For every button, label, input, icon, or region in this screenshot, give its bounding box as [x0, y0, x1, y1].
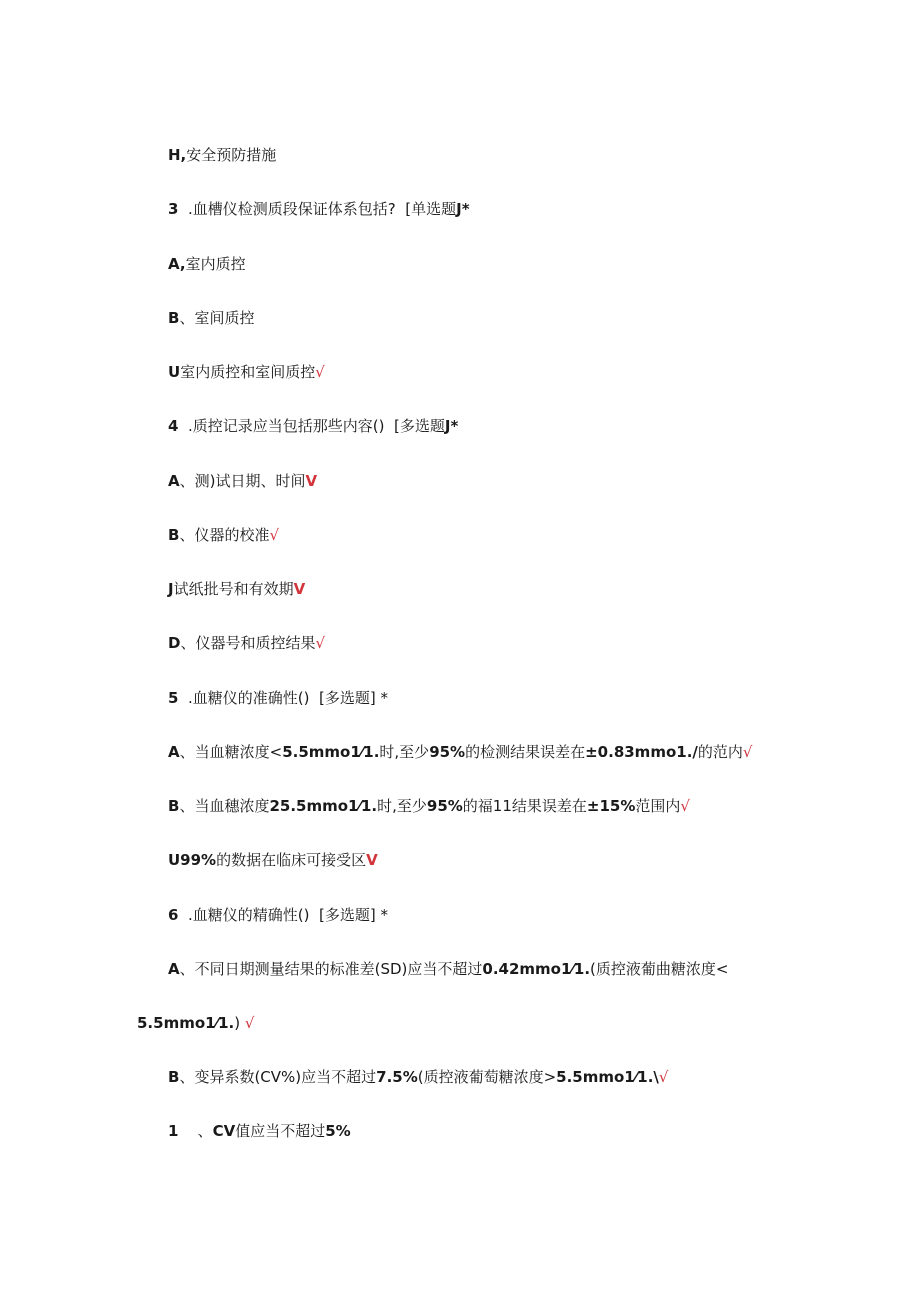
option-b [168, 1067, 668, 1087]
option-value: 5% [325, 1122, 351, 1140]
question-type-suffix: J* [444, 417, 459, 435]
option-text: 的检测结果误差在 [465, 743, 586, 761]
option-text: 的福11结果误差在 [462, 797, 587, 815]
option-prefix: B [168, 309, 180, 327]
option-prefix: U [168, 363, 181, 381]
option-number: 1 [168, 1122, 179, 1140]
option-text: 、测)试日期、时间 [179, 472, 306, 490]
option-c [168, 579, 305, 599]
option-value: 5.5mmo1⁄1.\ [556, 1068, 659, 1086]
option-a [168, 471, 317, 491]
check-mark-icon: √ [680, 797, 690, 815]
option-text: (质控液葡萄糖浓度> [417, 1068, 557, 1086]
option-d [168, 633, 325, 653]
option-value: ±0.83mmo1./ [585, 743, 698, 761]
option-prefix: U99% [168, 851, 217, 869]
option-value: 95% [426, 797, 463, 815]
option-h [168, 145, 276, 165]
option-text: 、室间质控 [179, 309, 255, 327]
option-text: (质控液葡曲糖浓度< [590, 960, 729, 978]
option-prefix: J [168, 580, 174, 598]
option-value: 25.5mmo1⁄1. [269, 797, 378, 815]
question-number: 4 [168, 417, 179, 435]
check-mark-icon: √ [658, 1068, 669, 1086]
check-mark-icon: √ [315, 363, 325, 381]
question-number: 5 [168, 689, 179, 707]
question-type: [单选题 [405, 200, 457, 218]
question-6 [168, 905, 388, 925]
question-number: 3 [168, 200, 179, 218]
check-mark-icon: √ [742, 743, 753, 761]
option-c [168, 850, 378, 870]
option-value: 5.5mmo1⁄1. [137, 1014, 235, 1032]
option-prefix: A [168, 743, 180, 761]
question-type: [多选题] * [319, 689, 389, 707]
option-value: 0.42mmo1⁄1. [482, 960, 591, 978]
option-prefix: B [168, 1068, 180, 1086]
option-text: 安全预防措施 [186, 146, 277, 164]
option-text: 时,至少 [379, 743, 430, 761]
option-value: CV [212, 1122, 236, 1140]
check-mark-icon: √ [315, 634, 326, 652]
option-value: 5.5mmo1⁄1. [282, 743, 380, 761]
option-text: 范围内 [635, 797, 681, 815]
option-text: 、不同日期测量结果的标准差(SD)应当不超过 [179, 960, 483, 978]
check-mark-icon: V [366, 851, 378, 869]
option-a-continued [137, 1013, 254, 1033]
option-text: ) [234, 1014, 241, 1032]
check-mark-icon: V [293, 580, 306, 598]
option-prefix: A [168, 960, 180, 978]
option-text: 的数据在临床可接受区 [216, 851, 367, 869]
option-a [168, 742, 752, 762]
check-mark-icon: √ [269, 526, 280, 544]
question-text: .质控记录应当包括那些内容() [188, 417, 385, 435]
option-text: 室内质控和室间质控 [180, 363, 316, 381]
option-prefix: H, [168, 146, 187, 164]
option-prefix: A [168, 472, 180, 490]
option-value: ±15% [586, 797, 636, 815]
option-text: 试纸批号和有效期 [173, 580, 294, 598]
option-a [168, 959, 728, 979]
question-4 [168, 416, 458, 436]
option-text: 、当血穗浓度 [179, 797, 270, 815]
option-text: 、仪器的校准 [179, 526, 270, 544]
option-text: 室内质控 [185, 255, 246, 273]
question-type: [多选题] * [319, 906, 389, 924]
option-1 [168, 1121, 351, 1141]
option-b [168, 796, 690, 816]
option-prefix: B [168, 526, 180, 544]
question-5 [168, 688, 388, 708]
question-type: [多选题 [394, 417, 445, 435]
check-mark-icon: V [305, 472, 318, 490]
option-text: 的范内 [697, 743, 743, 761]
option-a [168, 254, 246, 274]
option-value: 7.5% [376, 1068, 418, 1086]
question-text: .血糖仪的精确性() [188, 906, 310, 924]
option-text: 值应当不超过 [235, 1122, 326, 1140]
option-text: 、变异系数(CV%)应当不超过 [179, 1068, 377, 1086]
option-b [168, 308, 254, 328]
question-number: 6 [168, 906, 179, 924]
question-type-suffix: J* [456, 200, 470, 218]
question-text: .血糖仪的准确性() [188, 689, 310, 707]
option-c [168, 362, 325, 382]
option-prefix: A, [168, 255, 186, 273]
question-3 [168, 199, 470, 219]
option-b [168, 525, 279, 545]
option-prefix: D [168, 634, 181, 652]
option-text: 时,至少 [377, 797, 427, 815]
question-text: .血槽仪检测质段保证体系包括? [188, 200, 396, 218]
check-mark-icon: √ [244, 1014, 255, 1032]
option-value: 95% [429, 743, 466, 761]
option-prefix: B [168, 797, 180, 815]
option-text: 、 [197, 1122, 213, 1140]
option-text: 、仪器号和质控结果 [180, 634, 316, 652]
option-text: 、当血糖浓度< [179, 743, 283, 761]
